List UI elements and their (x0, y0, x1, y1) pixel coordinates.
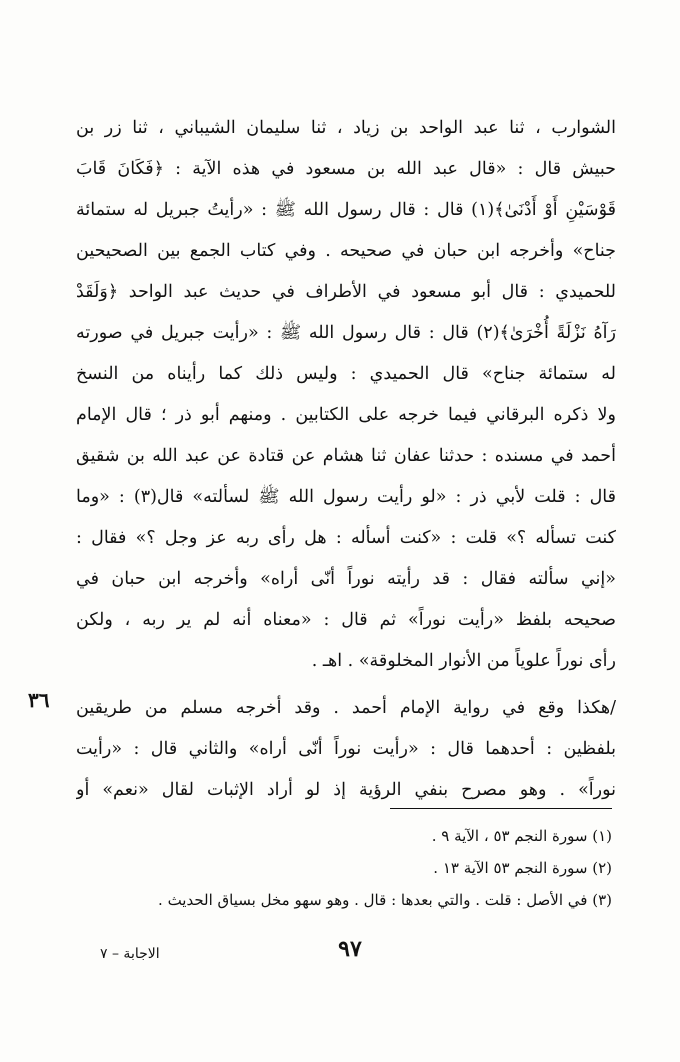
text-line: للحميدي : قال أبو مسعود في الأطراف في حديث عبد الواحد ﴿وَلَقَدْ (76, 282, 616, 302)
text-line: بلفظين : أحدهما قال : «رأيت نوراً أنّى أراه» والثاني قال : «رأيت (76, 739, 616, 759)
footnote: (٣) في الأصل : قلت . والتي بعدها : قال . وهو سهو مخل بسياق الحديث . (158, 891, 612, 909)
text-line: رَآهُ نَزْلَةً أُخْرَىٰ﴾(٢) قال : قال رسول الله ﷺ : «رأيت جبريل في صورته (76, 323, 616, 343)
text-line: رأى نوراً علوياً من الأنوار المخلوقة» . اهـ . (311, 651, 616, 671)
text-line: الشوارب ، ثنا عبد الواحد بن زياد ، ثنا سليمان الشيباني ، ثنا زر بن (76, 118, 616, 138)
page-number: ٩٧ (338, 936, 362, 962)
footnotes (76, 820, 612, 916)
main-text (76, 108, 616, 811)
text-line: قال : قلت لأبي ذر : «لو رأيت رسول الله ﷺ لسألته» قال(٣) : «وما (76, 487, 616, 507)
text-line: ولا ذكره البرقاني فيما خرجه على الكتابين . ومنهم أبو ذر ؛ قال الإمام (76, 405, 616, 425)
text-line: حبيش قال : «قال عبد الله بن مسعود في هذه الآية : ﴿فَكَانَ قَابَ (76, 159, 616, 179)
text-line: «إني سألته فقال : قد رأيته نوراً أنّى أراه» وأخرجه ابن حبان في (76, 569, 616, 589)
text-line: صحيحه بلفظ «رأيت نوراً» ثم قال : «معناه أنه لم ير ربه ، ولكن (76, 610, 616, 630)
manuscript-folio-number: ٣٦ (28, 688, 50, 712)
text-line: أحمد في مسنده : حدثنا عفان ثنا هشام عن قتادة عن عبد الله بن شقيق (76, 446, 616, 466)
printer-signature: الاجابة – ٧ (100, 946, 160, 962)
footnote: (٢) سورة النجم ٥٣ الآية ١٣ . (433, 859, 612, 877)
text-line: /هكذا وقع في رواية الإمام أحمد . وقد أخرجه مسلم من طريقين (76, 698, 616, 718)
footnote-divider (390, 808, 612, 809)
footnote: (١) سورة النجم ٥٣ ، الآية ٩ . (431, 827, 612, 845)
text-line: قَوْسَيْنِ أَوْ أَدْنَىٰ﴾(١) قال : قال رسول الله ﷺ : «رأيتُ جبريل له ستمائة (76, 200, 616, 220)
text-line: كنت تسأله ؟» قلت : «كنت أسأله : هل رأى ربه عز وجل ؟» فقال : (76, 528, 616, 548)
text-line: جناح» وأخرجه ابن حبان في صحيحه . وفي كتاب الجمع بين الصحيحين (76, 241, 616, 261)
text-line: نوراً» . وهو مصرح بنفي الرؤية إذ لو أراد الإثبات لقال «نعم» أو (76, 780, 616, 800)
text-line: له ستمائة جناح» قال الحميدي : وليس ذلك كما رأيناه من النسخ (76, 364, 616, 384)
